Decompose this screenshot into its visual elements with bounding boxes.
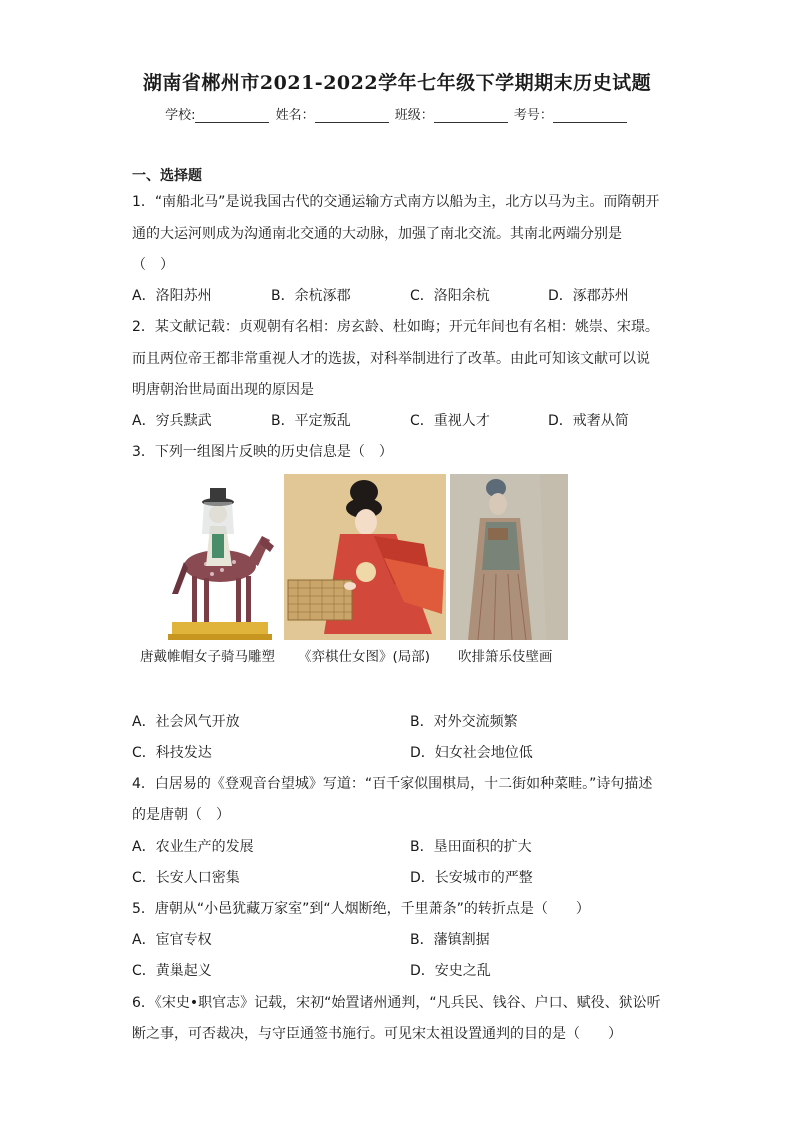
caption-weiqi-painting: 《弈棋仕女图》(局部) — [298, 649, 431, 665]
q3-option-b: B．对外交流频繁 — [410, 714, 518, 730]
q2-line-1: 2．某文献记载：贞观朝有名相：房玄龄、杜如晦；开元年间也有名相：姚崇、宋璟。 — [132, 319, 659, 335]
exam-number-label: 考号： — [513, 108, 553, 123]
q5-option-a: A．宦官专权 — [132, 932, 212, 948]
horse-rider-sculpture-image — [162, 474, 278, 640]
exam-number-blank — [553, 108, 627, 123]
q1-option-b: B．余杭涿郡 — [271, 288, 351, 304]
q1-line-3: （ ） — [132, 257, 174, 273]
school-label: 学校: — [165, 108, 196, 123]
q5-option-b: B．藩镇割据 — [410, 932, 490, 948]
q3-option-d: D．妇女社会地位低 — [410, 745, 533, 761]
weiqi-painting-image — [284, 474, 446, 640]
q4-option-b: B．垦田面积的扩大 — [410, 839, 532, 855]
q2-option-d: D．戒奢从简 — [548, 413, 629, 429]
q1-option-a: A．洛阳苏州 — [132, 288, 212, 304]
q1-line-2: 通的大运河则成为沟通南北交通的大动脉，加强了南北交流。其南北两端分别是 — [132, 226, 622, 242]
q6-line-1: 6．《宋史•职官志》记载，宋初“始置诸州通判，“凡兵民、钱谷、户口、赋役、狱讼听 — [132, 995, 661, 1011]
q5-line-1: 5．唐朝从“小邑犹藏万家室”到“人烟断绝，千里萧条”的转折点是（ ） — [132, 901, 590, 917]
page-title: 湖南省郴州市2021-2022学年七年级下学期期末历史试题 — [142, 72, 652, 94]
q1-line-1: 1．“南船北马”是说我国古代的交通运输方式南方以船为主，北方以马为主。而隋朝开 — [132, 194, 660, 210]
q3-option-c: C．科技发达 — [132, 745, 212, 761]
q6-line-2: 断之事，可否裁决，与守臣通签书施行。可见宋太祖设置通判的目的是（ ） — [132, 1026, 622, 1042]
caption-horse-sculpture: 唐戴帷帽女子骑马雕塑 — [140, 649, 275, 665]
q2-line-2: 而且两位帝王都非常重视人才的选拔，对科举制进行了改革。由此可知该文献可以说 — [132, 351, 650, 367]
q4-line-2: 的是唐朝（ ） — [132, 807, 230, 823]
school-blank — [195, 108, 269, 123]
q1-option-c: C．洛阳余杭 — [410, 288, 490, 304]
name-blank — [315, 108, 389, 123]
section-title: 一、选择题 — [132, 168, 202, 184]
caption-mural: 吹排箫乐伎壁画 — [458, 649, 553, 665]
q4-option-c: C．长安人口密集 — [132, 870, 240, 886]
q5-option-c: C．黄巢起义 — [132, 963, 212, 979]
name-label: 姓名： — [275, 108, 315, 123]
q4-line-1: 4．白居易的《登观音台望城》写道：“百千家似围棋局，十二街如种菜畦。”诗句描述 — [132, 776, 653, 792]
class-blank — [434, 108, 508, 123]
class-label: 班级： — [394, 108, 434, 123]
q5-option-d: D．安史之乱 — [410, 963, 491, 979]
q2-option-a: A．穷兵黩武 — [132, 413, 212, 429]
q2-line-3: 明唐朝治世局面出现的原因是 — [132, 382, 314, 398]
q2-option-b: B．平定叛乱 — [271, 413, 351, 429]
q2-option-c: C．重视人才 — [410, 413, 490, 429]
q3-option-a: A．社会风气开放 — [132, 714, 240, 730]
mural-musician-image — [450, 474, 568, 640]
q3-line-1: 3．下列一组图片反映的历史信息是（ ） — [132, 444, 393, 460]
q4-option-d: D．长安城市的严整 — [410, 870, 533, 886]
q1-option-d: D．涿郡苏州 — [548, 288, 629, 304]
student-info-row — [0, 104, 794, 123]
q4-option-a: A．农业生产的发展 — [132, 839, 254, 855]
